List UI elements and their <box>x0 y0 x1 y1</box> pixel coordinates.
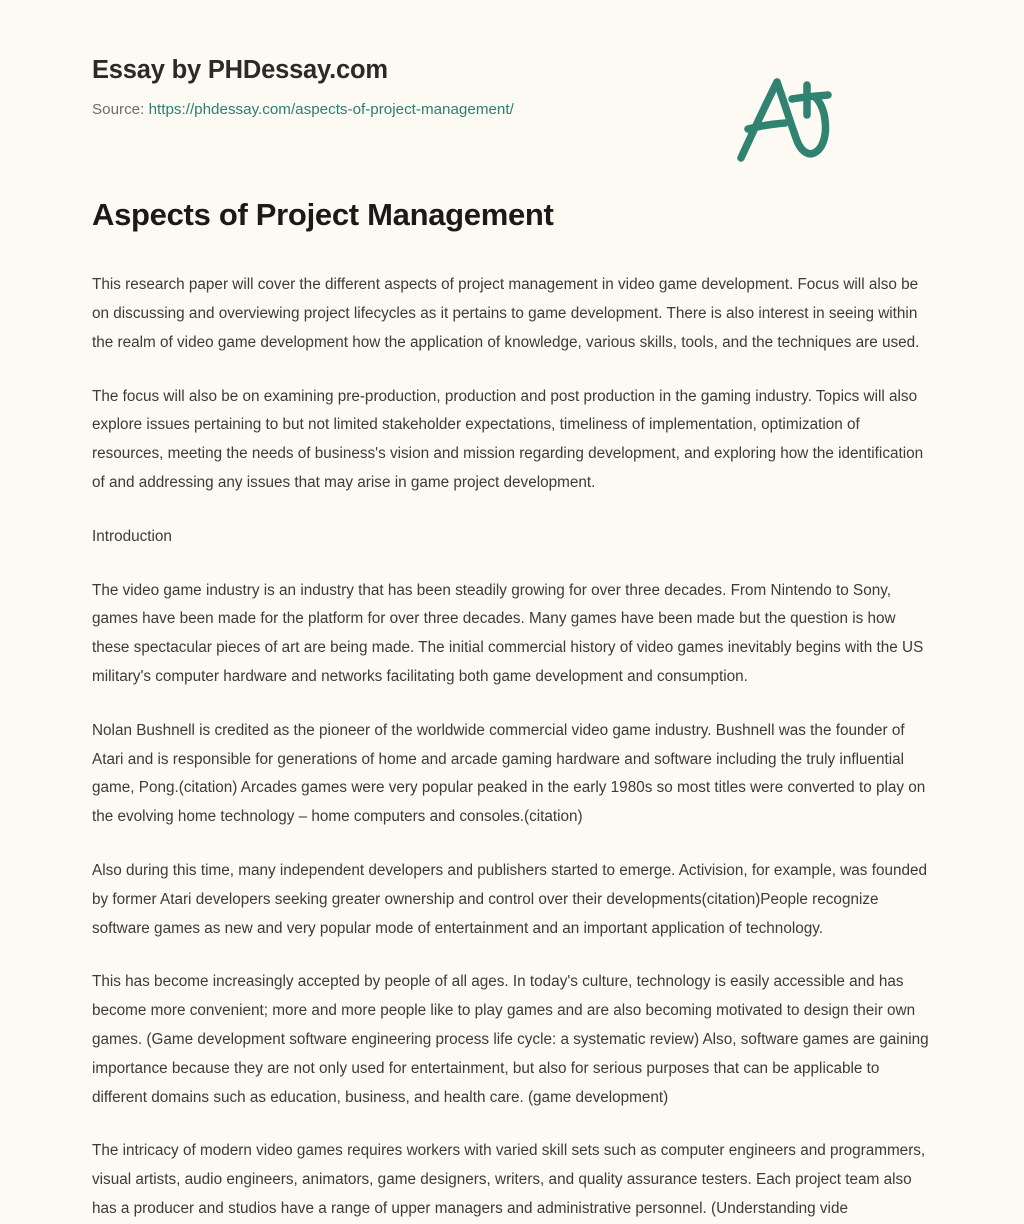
article-paragraph: The focus will also be on examining pre-production, production and post production in the gaming industry. Topics will also explore issues pertaining to but not limited stakeholder expectations, timeliness of implementation, optimization of resources, meeting the needs of business's vision and mission regarding development, and exploring how the identification of and addressing any issues that may arise in game project development. <box>92 387 924 491</box>
article-paragraph: The video game industry is an industry that has been steadily growing for over three decades. From Nintendo to Sony, games have been made for the platform for over three decades. Many games have been made but the question is how these spectacular pieces of art are being made. The initial commercial history of video games inevitably begins with the US military's computer hardware and networks facilitating both game development and consumption. <box>92 581 924 685</box>
header-inner <box>92 0 932 196</box>
site-byline: Essay by PHDessay.com <box>92 56 388 84</box>
article-body <box>92 271 932 1224</box>
article-paragraph: The intricacy of modern video games requires workers with varied skill sets such as computer engineers and programmers, visual artists, audio engineers, animators, game designers, writers, and quality assurance testers. Each project team also has a producer and studios have a range of upper managers and administrative personnel. (Understanding vide <box>92 1142 926 1217</box>
article-paragraph: This has become increasingly accepted by people of all ages. In today's culture, technology is easily accessible and has become more convenient; more and more people like to play games and are also becoming motivated to design their own games. (Game development software engineering process life cycle: a systematic review) Also, software games are gaining importance because they are not only used for entertainment, but also for serious purposes that can be applicable to different domains such as education, business, and health care. (game development) <box>92 973 929 1106</box>
a-plus-logo-icon <box>728 72 840 164</box>
article-paragraph: This research paper will cover the different aspects of project management in video game development. Focus will also be on discussing and overviewing project lifecycles as it pertains to game development. There is also interest in seeing within the realm of video game development how the application of knowledge, various skills, tools, and the techniques are used. <box>92 276 920 351</box>
source-url-link[interactable]: https://phdessay.com/aspects-of-project-management/ <box>148 101 514 119</box>
article-paragraph: Also during this time, many independent developers and publishers started to emerge. Activision, for example, was founded by former Atari developers seeking greater ownership and control over their developments(citation)People recognize software games as new and very popular mode of entertainment and an important application of technology. <box>92 861 928 937</box>
article-paragraph: Nolan Bushnell is credited as the pioneer of the worldwide commercial video game industry. Bushnell was the founder of Atari and is responsible for generations of home and arcade gaming hardware and software including the truly influential game, Pong.(citation) Arcades games were very popular peaked in the early 1980s so most titles were converted to play on the evolving home technology – home computers and consoles.(citation) <box>92 721 926 826</box>
source-label: Source: <box>92 101 145 119</box>
article-paragraph: Introduction <box>92 527 172 545</box>
page-header <box>0 0 1024 196</box>
article <box>0 196 1024 1224</box>
header-text-block <box>92 0 514 119</box>
source-line <box>92 101 514 119</box>
page-title: Aspects of Project Management <box>92 197 554 232</box>
